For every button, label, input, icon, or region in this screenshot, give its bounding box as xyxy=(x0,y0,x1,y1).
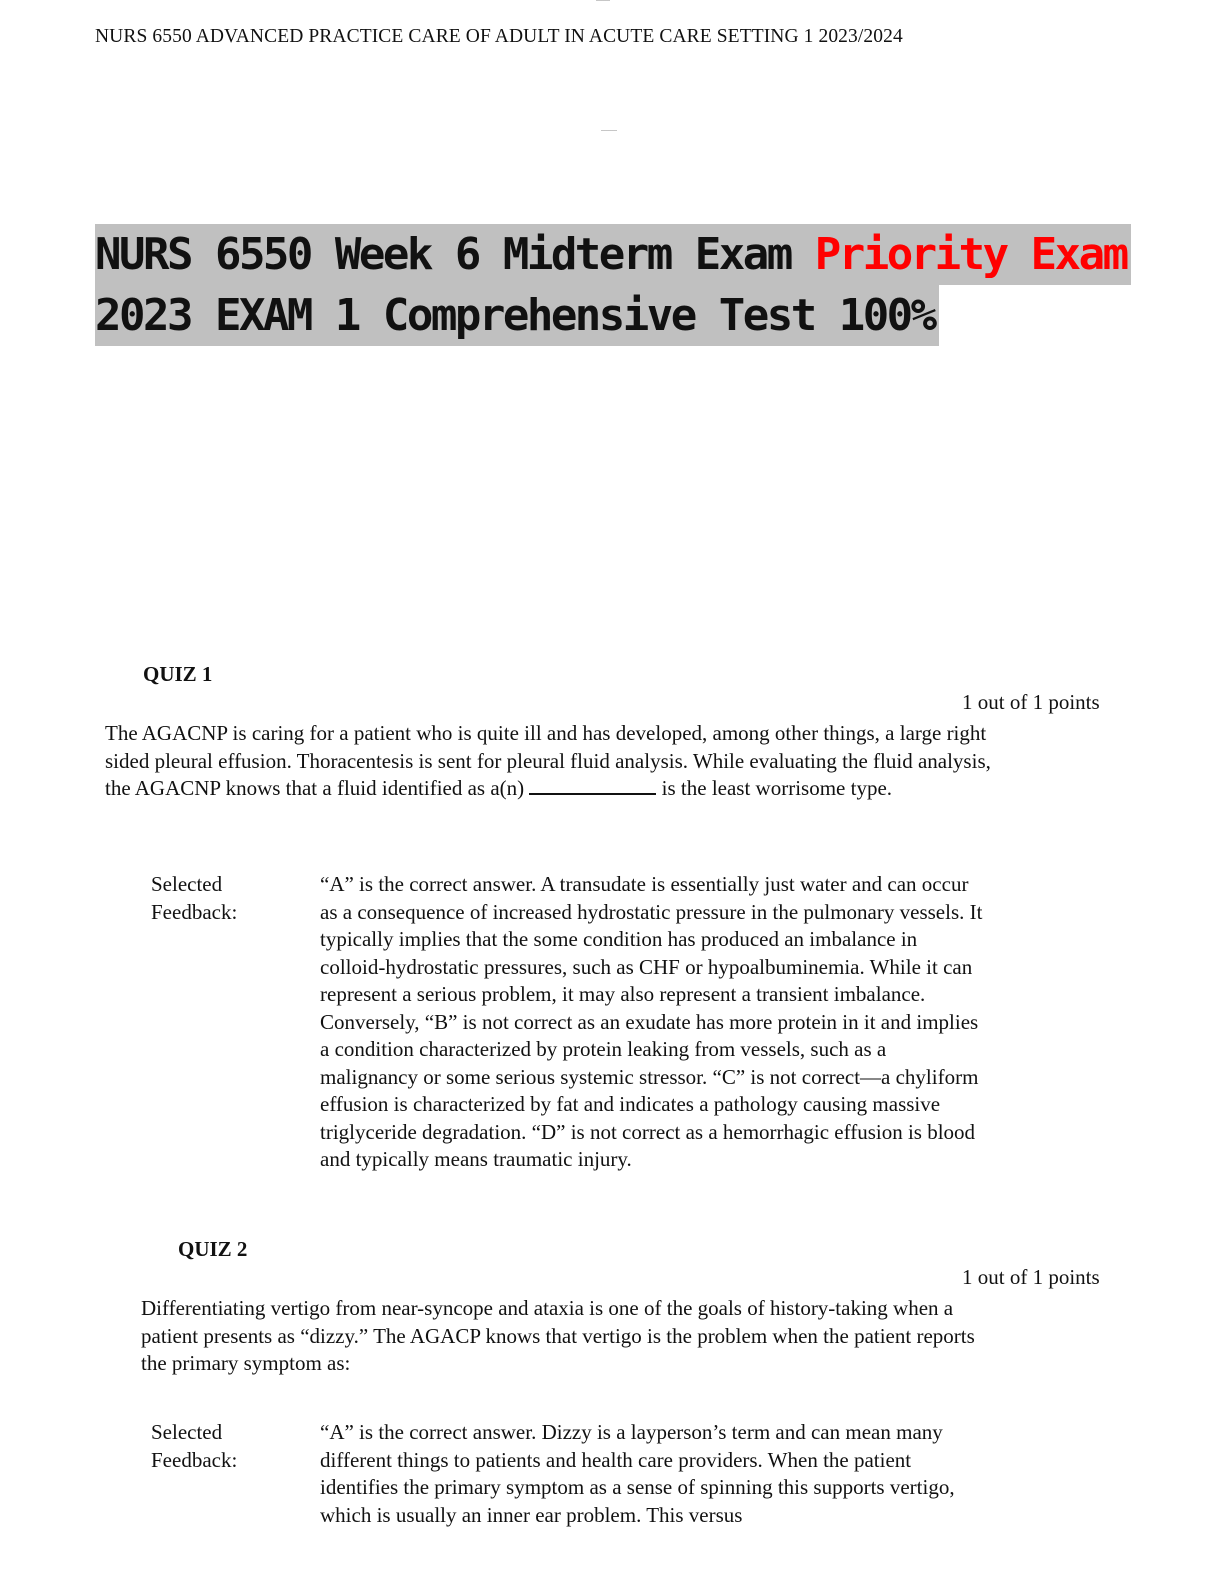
quiz-2-feedback-label xyxy=(151,1419,291,1474)
quiz-2-question: Differentiating vertigo from near-syncope and ataxia is one of the goals of history-taking when a patient presents as “dizzy.” The AGACP knows that vertigo is the problem when the patient reports the primary symptom as: xyxy=(141,1296,975,1375)
quiz-1-label: QUIZ 1 xyxy=(143,662,213,686)
feedback-label: Feedback: xyxy=(151,1447,238,1472)
feedback-label: Feedback: xyxy=(151,899,238,924)
quiz-1-question-text: The AGACNP is caring for a patient who is quite ill and has developed, among other things, a large right sided pleural effusion. Thoracentesis is sent for pleural fluid analysis. While evaluating the fluid analysis, the AGACNP knows that a fluid identified as a(n) xyxy=(105,721,991,800)
quiz-2-points: 1 out of 1 points xyxy=(962,1265,1100,1289)
title-line-1 xyxy=(95,224,1131,285)
quiz-1-question-tail: is the least worrisome type. xyxy=(661,776,893,800)
quiz-1-feedback-label xyxy=(151,871,291,926)
quiz-1-feedback-text: “A” is the correct answer. A transudate is essentially just water and can occur as a consequence of increased hydrostatic pressure in the pulmonary vessels. It typically implies that the some condition has produced an imbalance in colloid-hydrostatic pressures, such as CHF or hypoalbuminemia. While it can represent a serious problem, it may also represent a transient imbalance. Conversely, “B” is not correct as an exudate has more protein in it and implies a condition characterized by protein leaking from vessels, such as a malignancy or some serious systemic stressor. “C” is not correct—a chyliform effusion is characterized by fat and indicates a pathology causing massive triglyceride degradation. “D” is not correct as a hemorrhagic effusion is blood and typically means traumatic injury. xyxy=(320,872,983,1171)
title-priority-highlight: Priority Exam xyxy=(814,229,1127,280)
mid-mark: -------- xyxy=(601,128,617,134)
quiz-1-question xyxy=(105,720,995,803)
top-mark: ------- xyxy=(596,0,610,4)
quiz-1-points: 1 out of 1 points xyxy=(962,690,1100,714)
title-line-2: 2023 EXAM 1 Comprehensive Test 100% xyxy=(95,285,939,346)
document-title xyxy=(95,224,1127,346)
running-header: NURS 6550 ADVANCED PRACTICE CARE OF ADULT IN ACUTE CARE SETTING 1 2023/2024 xyxy=(95,26,903,47)
selected-label: Selected xyxy=(151,872,223,896)
title-line-1-text: NURS 6550 Week 6 Midterm Exam xyxy=(95,229,815,280)
quiz-2-label: QUIZ 2 xyxy=(178,1237,248,1261)
quiz-2-feedback-text: “A” is the correct answer. Dizzy is a layperson’s term and can mean many different things to patients and health care providers. When the patient identifies the primary symptom as a sense of spinning this supports vertigo, which is usually an inner ear problem. This versus xyxy=(320,1420,955,1527)
answer-blank xyxy=(529,775,656,795)
selected-label: Selected xyxy=(151,1420,223,1444)
